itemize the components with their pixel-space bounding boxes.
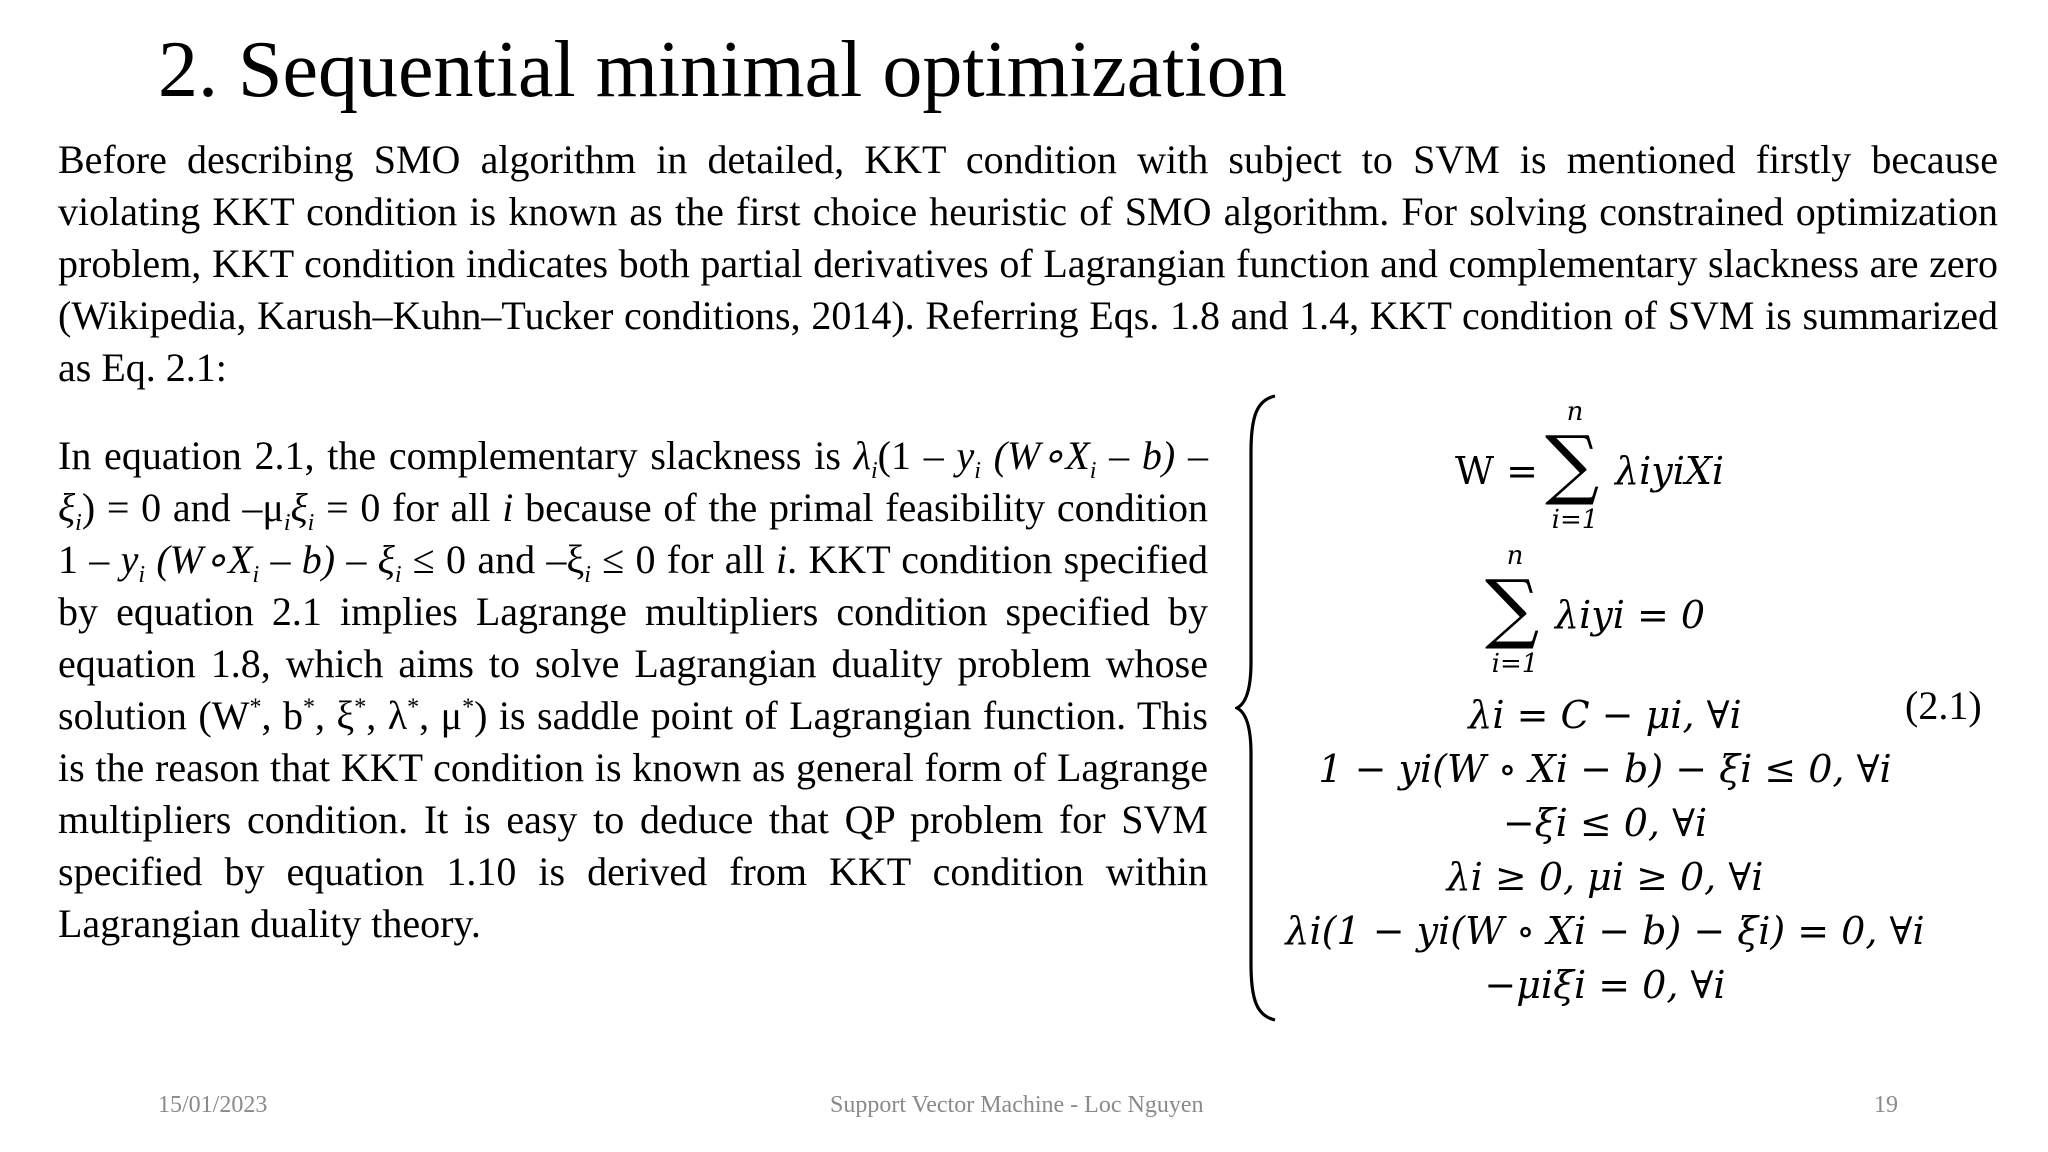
math-var: y (120, 537, 139, 582)
text-run: , λ (366, 693, 408, 738)
kkt-equation-system (1235, 392, 2015, 1024)
math-sub: i (870, 458, 878, 484)
equation-w-sum (1255, 397, 1955, 535)
math-sub: i (584, 562, 591, 588)
text-run: ) = 0 and –μ (81, 485, 284, 530)
math-sub: i (138, 562, 146, 588)
math-sub: i (75, 510, 82, 536)
sum-symbol: ∑ (1485, 563, 1540, 652)
text-run: – b) – ξ (259, 537, 395, 582)
sum-symbol: ∑ (1545, 419, 1600, 508)
text-run: , ξ (314, 693, 355, 738)
text-run: , μ (419, 693, 463, 738)
eq3: λi = C − μi, ∀i (1468, 693, 1742, 737)
math-sub: i (1089, 458, 1097, 484)
math-sup: * (407, 694, 420, 721)
eq4: 1 − yi(W ∘ Xi − b) − ξi ≤ 0, ∀i (1318, 747, 1892, 791)
math-var: λ (853, 433, 871, 478)
text-run: = 0 for all (314, 485, 503, 530)
math-sup: * (354, 694, 367, 721)
text-run: , b (261, 693, 303, 738)
slide-title: 2. Sequential minimal optimization (158, 26, 1287, 114)
text-run: In equation 2.1, the complementary slackness is (58, 433, 854, 478)
text-run: because of the primal feasibility condition 1 – (58, 485, 1208, 582)
equation-number: (2.1) (1905, 683, 1982, 728)
math-var: i (502, 485, 514, 530)
text-run: (W∘X (145, 537, 253, 582)
text-run: ξ (290, 485, 308, 530)
text-run: ≤ 0 and –ξ (401, 537, 585, 582)
footer-title: Support Vector Machine - Loc Nguyen (830, 1092, 1204, 1118)
math-sup: * (249, 694, 262, 721)
text-run: ≤ 0 for all (590, 537, 777, 582)
math-sub: i (307, 510, 315, 536)
text-run: ) is saddle point of Lagrangian function. This is the reason that KKT condition is known as general form of Lagrange multipliers condition. It is easy to deduce that QP problem for SVM specified by equation 1.10 is derived from KKT condition within Lagrangian duality theory. (58, 693, 1208, 946)
intro-paragraph: Before describing SMO algorithm in detailed, KKT condition with subject to SVM is mentioned firstly because violating KKT condition is known as the first choice heuristic of SMO algorithm. For solving constrained optimization problem, KKT condition indicates both partial derivatives of Lagrangian function and complementary slackness are zero (Wikipedia, Karush–Kuhn–Tucker conditions, 2014). Referring Eqs. 1.8 and 1.4, KKT condition of SVM is summarized as Eq. 2.1: (58, 137, 1998, 390)
eq1-rhs: λiyiXi (1615, 449, 1725, 493)
eq5: −ξi ≤ 0, ∀i (1502, 801, 1708, 845)
sum-upper-limit: n (1566, 397, 1584, 427)
eq8: −μiξi = 0, ∀i (1484, 963, 1726, 1007)
text-run: (W∘X (980, 433, 1090, 478)
eq2-rhs: λiyi = 0 (1555, 593, 1706, 637)
sum-upper-limit: n (1506, 541, 1524, 571)
math-sub: i (252, 562, 260, 588)
math-sub: i (283, 510, 291, 536)
footer-date: 15/01/2023 (158, 1092, 268, 1118)
eq7: λi(1 − yi(W ∘ Xi − b) − ξi) = 0, ∀i (1285, 909, 1925, 953)
eq1-lhs: W = (1455, 449, 1538, 493)
page-number: 19 (1874, 1092, 1898, 1118)
math-var: i (776, 537, 788, 582)
sum-lower-limit: i=1 (1551, 505, 1599, 535)
sum-lower-limit: i=1 (1491, 649, 1539, 679)
body-paragraph (58, 430, 1208, 950)
math-sup: * (462, 694, 475, 721)
math-var: y (956, 433, 975, 478)
math-sup: * (302, 694, 315, 721)
text-run: (1 – (877, 433, 957, 478)
eq6: λi ≥ 0, μi ≥ 0, ∀i (1446, 855, 1764, 899)
text-run: . KKT condition specified by equation 2.1 implies Lagrange multipliers condition specified by equation 1.8, which aims to solve Lagrangian duality problem whose solution (W (58, 537, 1209, 738)
math-sub: i (394, 562, 402, 588)
math-sub: i (974, 458, 981, 484)
equation-lambda-y-sum (1255, 541, 1955, 679)
text-run: – b) – ξ (58, 433, 1208, 530)
